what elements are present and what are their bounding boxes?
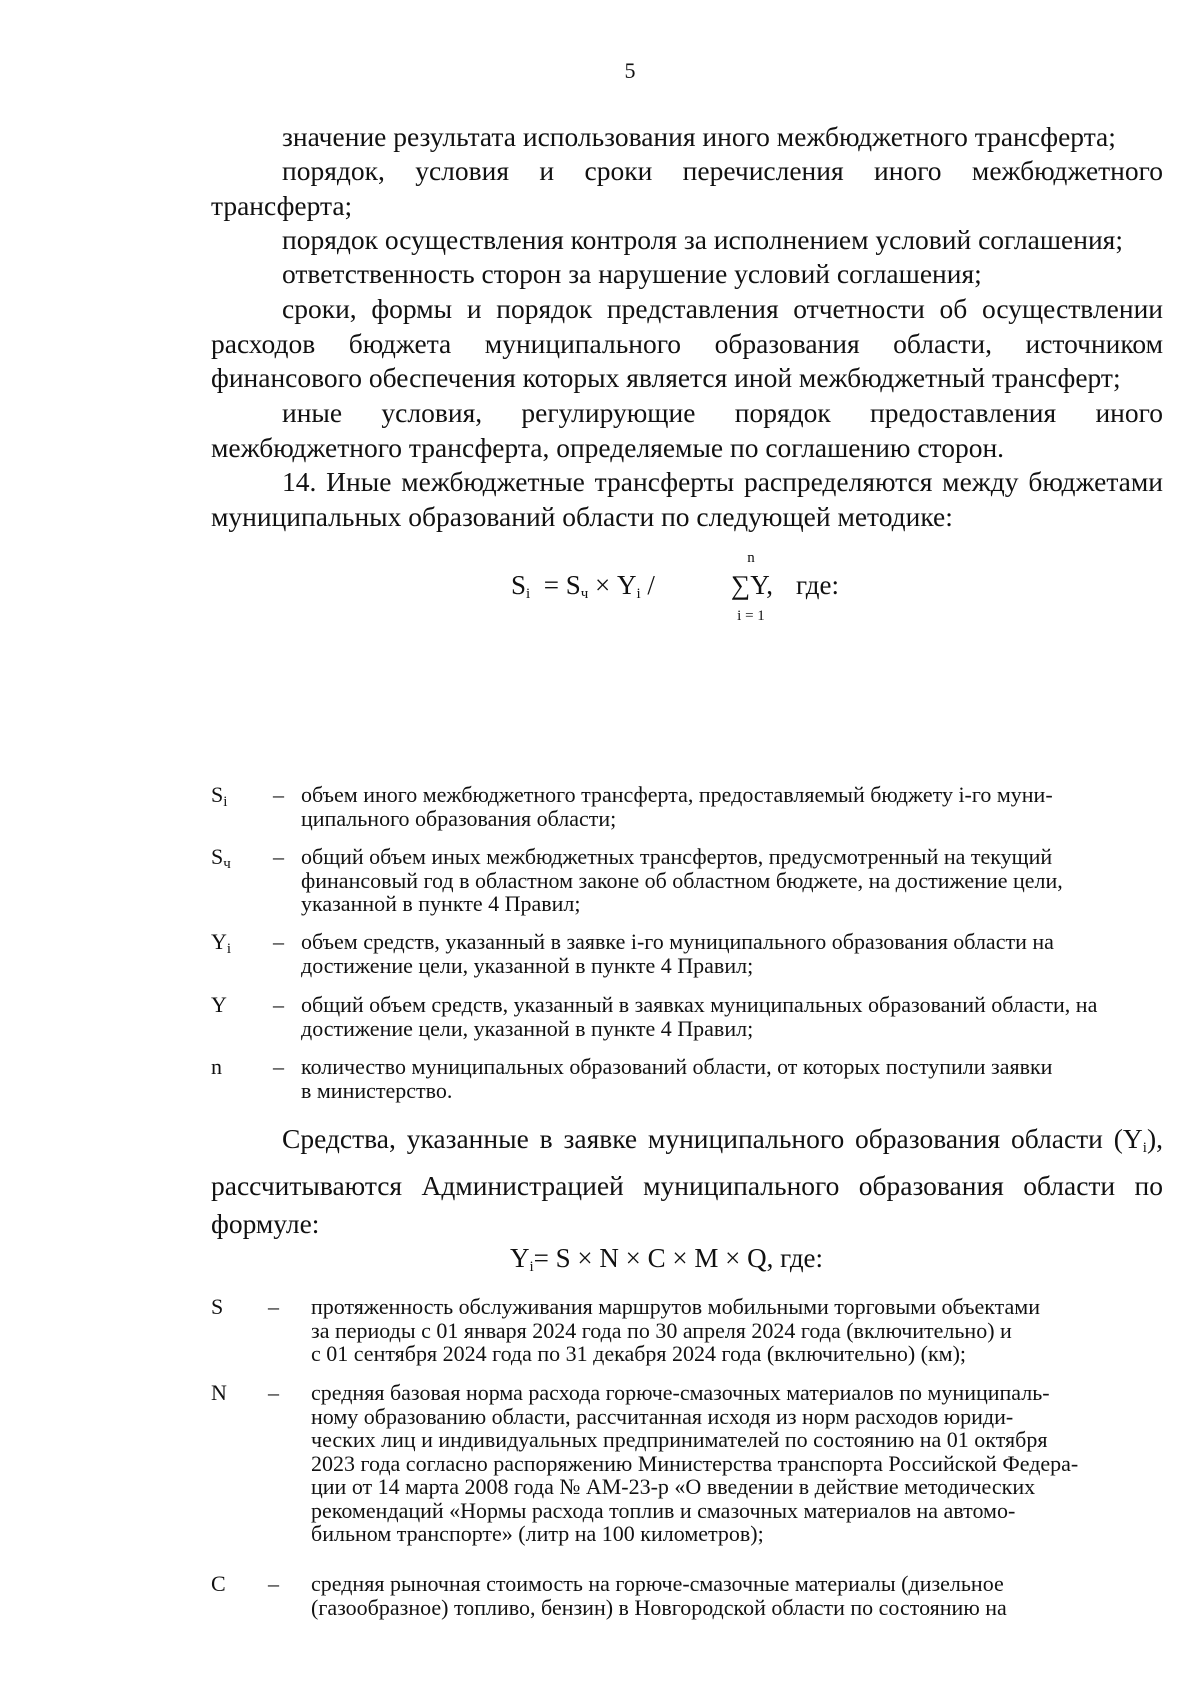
paragraph-result-value: значение результата использования иного межбюджетного трансферта; xyxy=(282,121,1116,152)
sum-upper-limit: n xyxy=(747,550,755,566)
formula-si: S xyxy=(511,570,527,600)
formula-sch: S xyxy=(565,570,581,600)
paragraph-responsibility: ответственность сторон за нарушение условий соглашения; xyxy=(282,258,982,289)
paragraph-method-14: 14. Иные межбюджетные трансферты распределяются между бюджетами муниципальных образований области по следующей методике: xyxy=(211,466,1163,532)
formula-yi: Y xyxy=(617,570,637,600)
paragraph-transfer-order: порядок, условия и сроки перечисления иного межбюджетного трансферта; xyxy=(211,155,1163,221)
formula-eq: = xyxy=(543,570,559,600)
page-number: 5 xyxy=(624,58,636,83)
sum-symbol: ∑Y, xyxy=(731,570,774,600)
formula-slash: / xyxy=(647,570,655,600)
paragraph-other-conditions: иные условия, регулирующие порядок предоставления иного межбюджетного трансферта, определяемые по соглашению сторон. xyxy=(211,397,1163,463)
formula-where: где: xyxy=(796,570,839,600)
paragraph-control-order: порядок осуществления контроля за исполнением условий соглашения; xyxy=(282,224,1123,255)
paragraph-funds: Средства, указанные в заявке муниципального образования области $(Y_i)$, рассчитываются Администрацией муниципального образования области по формуле: xyxy=(211,1123,1163,1239)
formula-yi-calc: $Y_i= S \times N \times C \times M \times Q$, где: xyxy=(510,1243,824,1275)
formula-times: × xyxy=(595,570,611,600)
sum-lower-limit: i = 1 xyxy=(737,608,765,624)
paragraph-reporting: сроки, формы и порядок представления отчетности об осуществлении расходов бюджета муниципального образования области, источником финансового обеспечения которых является иной межбюджетный трансферт; xyxy=(211,293,1163,393)
sum-variable: Y, xyxy=(750,570,774,600)
